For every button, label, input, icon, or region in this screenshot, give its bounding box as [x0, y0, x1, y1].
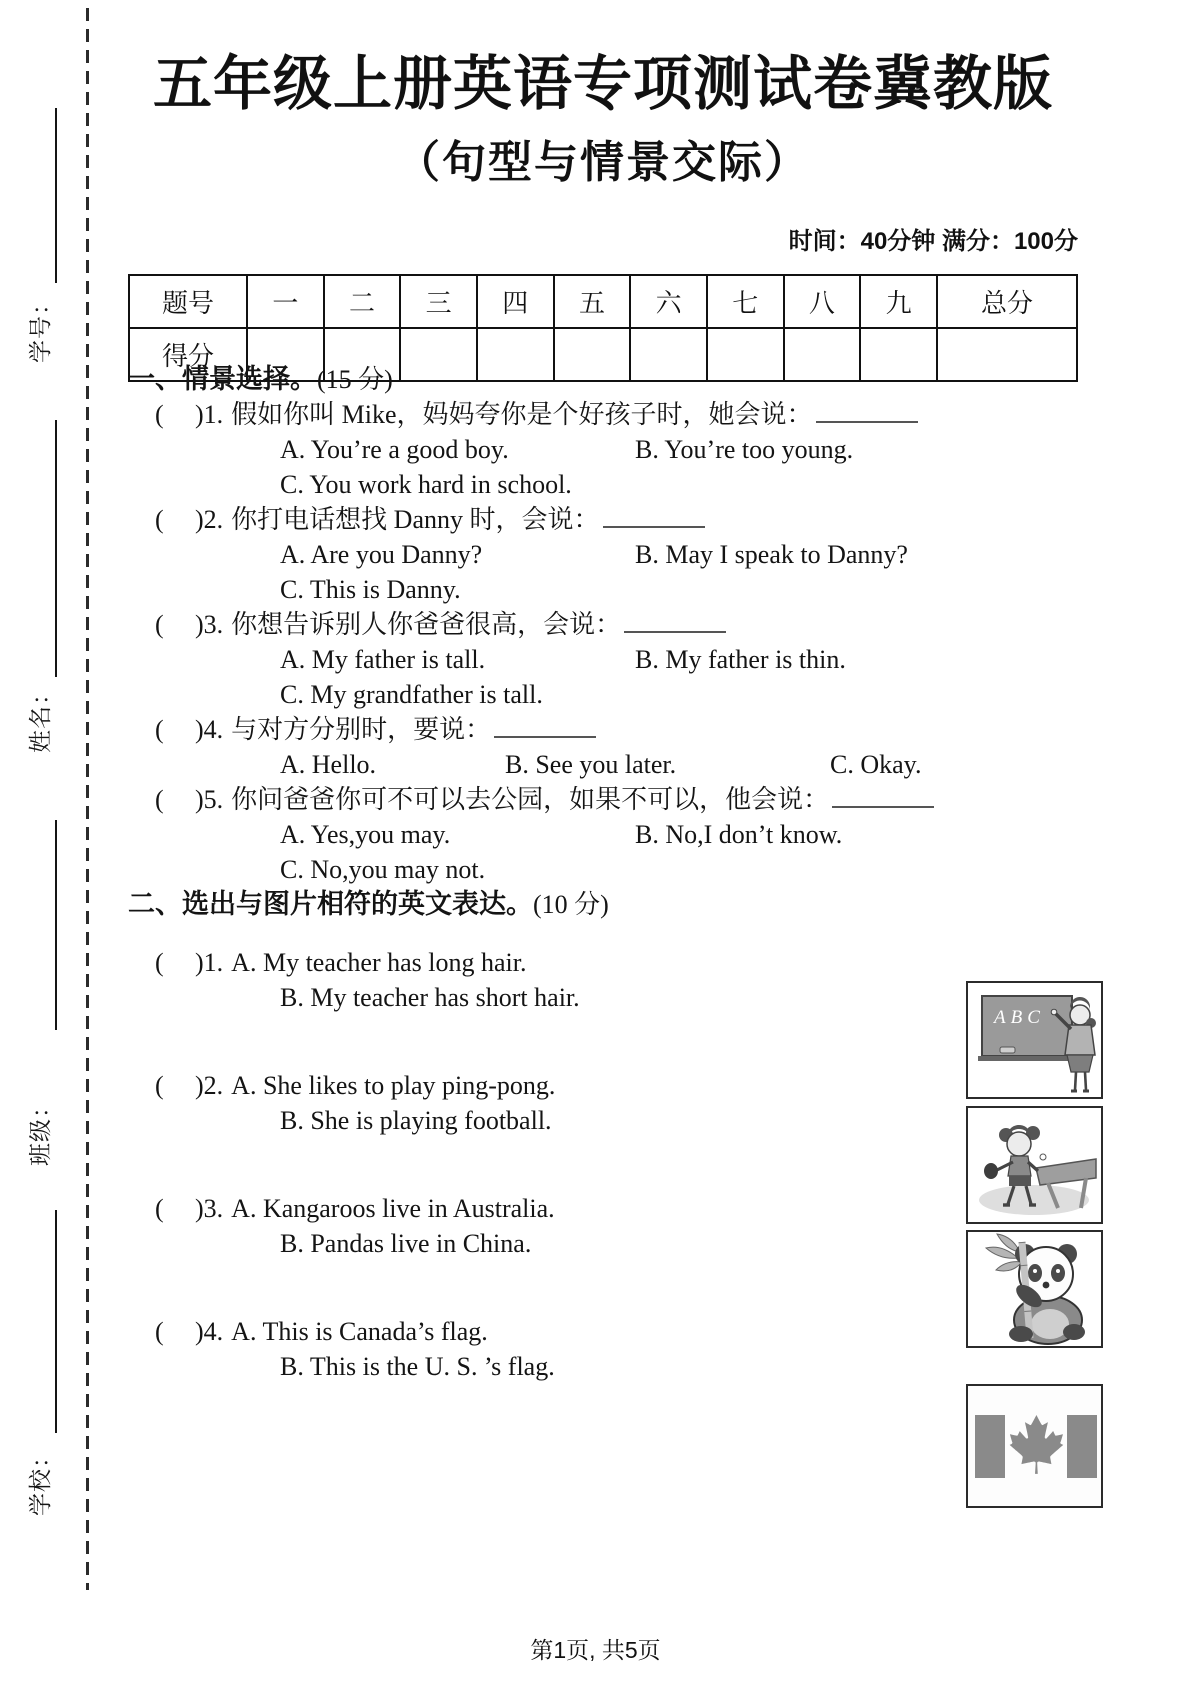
panda-bamboo-illustration: [968, 1232, 1101, 1346]
teacher-hand: [1051, 1009, 1057, 1015]
option-a: A. Kangaroos live in Australia.: [231, 1194, 555, 1223]
question-row: [128, 1068, 1083, 1103]
option-row: [128, 747, 1083, 782]
score-table-header-cell: 三: [400, 275, 477, 328]
question-row: [128, 712, 1083, 747]
girl-shorts: [1009, 1176, 1031, 1186]
score-table-header-cell: 二: [324, 275, 401, 328]
option-b: B. Pandas live in China.: [280, 1229, 532, 1258]
girl-head: [1007, 1132, 1031, 1156]
option-c: C. No,you may not.: [280, 855, 486, 884]
canada-flag-image: [966, 1384, 1103, 1508]
picture-question: [128, 1068, 1083, 1138]
teacher-skirt: [1067, 1055, 1093, 1072]
score-label-cell: 得分: [129, 328, 247, 381]
option-c: C. Okay.: [830, 750, 922, 779]
exam-subtitle: （句型与情景交际）: [396, 138, 810, 187]
score-table-header-cell: 八: [784, 275, 861, 328]
panda-foot: [1063, 1324, 1085, 1340]
answer-bracket: (: [155, 505, 164, 534]
option-a: A. Yes,you may.: [280, 820, 451, 849]
score-table-header-cell: 七: [707, 275, 784, 328]
panda-nose: [1043, 1282, 1050, 1289]
score-table-header-cell: 一: [247, 275, 324, 328]
option-b: B. She is playing football.: [280, 1106, 552, 1135]
option-a: A. This is Canada’s flag.: [231, 1317, 488, 1346]
answer-blank-line: [832, 782, 934, 808]
question-row: [128, 1191, 1083, 1226]
question-stem: 你问爸爸你可不可以去公园，如果不可以，他会说：: [231, 785, 830, 814]
teacher-blackboard-image: [966, 981, 1103, 1099]
question-number: )2.: [195, 505, 224, 534]
question-number: )1.: [195, 948, 224, 977]
student-name-label: 姓名：: [27, 681, 53, 753]
score-table-header-cell: 总分: [937, 275, 1077, 328]
teacher-blackboard-illustration: [968, 983, 1101, 1097]
option-b: B. See you later.: [505, 750, 677, 779]
answer-blank-line: [603, 502, 705, 528]
student-info-writing-line: [55, 820, 57, 1030]
question-row: [128, 945, 1083, 980]
question-row: [128, 1314, 1083, 1349]
section2-heading-text: 二、选出与图片相符的英文表达。: [128, 889, 533, 919]
student-number-label: 学号：: [27, 291, 53, 363]
question-row: [128, 782, 1083, 817]
panda-bamboo-image: [966, 1230, 1103, 1348]
option-a: A. You’re a good boy.: [280, 435, 509, 464]
section1-heading: [128, 362, 1083, 397]
teacher-leg: [1075, 1072, 1076, 1090]
score-table-header-cell: 题号: [129, 275, 247, 328]
score-table-header-cell: 九: [860, 275, 937, 328]
flag-left-bar: [975, 1415, 1005, 1478]
questions-area: [128, 362, 1083, 1384]
answer-bracket: (: [155, 785, 164, 814]
question-number: )4.: [195, 715, 224, 744]
option-b: B. You’re too young.: [635, 435, 854, 464]
answer-blank-line: [494, 712, 596, 738]
floor-shadow: [979, 1185, 1089, 1215]
answer-bracket: (: [155, 400, 164, 429]
exam-title: 五年级上册英语专项测试卷冀教版: [152, 51, 1053, 117]
picture-question: [128, 945, 1083, 1015]
option-a: A. Are you Danny?: [280, 540, 483, 569]
answer-bracket: (: [155, 610, 164, 639]
question-row: [128, 607, 1083, 642]
ping-pong-ball: [1040, 1154, 1046, 1160]
question-number: )3.: [195, 610, 224, 639]
answer-blank-line: [816, 397, 918, 423]
answer-bracket: (: [155, 1071, 164, 1100]
time-score-info: 时间：40分钟 满分：100分: [788, 228, 1078, 255]
girl-shirt: [1008, 1156, 1031, 1176]
section2-heading: [128, 887, 1083, 922]
question-row: [128, 397, 1083, 432]
student-info-writing-line: [55, 108, 57, 283]
student-info-writing-line: [55, 1210, 57, 1433]
school-label: 学校：: [27, 1444, 53, 1516]
answer-bracket: (: [155, 1317, 164, 1346]
cut-line-dashed: [86, 8, 89, 1590]
answer-bracket: (: [155, 1194, 164, 1223]
picture-question: [128, 1314, 1083, 1384]
question-stem: 你想告诉别人你爸爸很高，会说：: [231, 610, 622, 639]
option-row: [128, 572, 1083, 607]
section1-heading-text: 一、情景选择。: [128, 364, 317, 394]
blackboard-text: ABC: [994, 1007, 1045, 1028]
score-table-header-cell: 四: [477, 275, 554, 328]
question-number: )3.: [195, 1194, 224, 1223]
panda-foot: [1009, 1326, 1033, 1342]
answer-blank-line: [624, 607, 726, 633]
panda-eye: [1056, 1269, 1060, 1273]
class-label: 班级：: [27, 1094, 53, 1166]
teacher-leg: [1085, 1072, 1086, 1090]
score-table-header-cell: 六: [630, 275, 707, 328]
option-row: [128, 537, 1083, 572]
girl-ping-pong-illustration: [968, 1108, 1101, 1222]
option-b: B. No,I don’t know.: [635, 820, 843, 849]
section1-points: (15 分): [317, 365, 393, 394]
eraser: [1000, 1047, 1015, 1053]
girl-ping-pong-image: [966, 1106, 1103, 1224]
question-number: )4.: [195, 1317, 224, 1346]
question-number: )1.: [195, 400, 224, 429]
answer-bracket: (: [155, 715, 164, 744]
option-row: [128, 852, 1083, 887]
flag-right-bar: [1067, 1415, 1097, 1478]
panda-belly: [1031, 1309, 1069, 1339]
option-c: C. My grandfather is tall.: [280, 680, 543, 709]
option-a: A. She likes to play ping-pong.: [231, 1071, 556, 1100]
chalk-ledge: [978, 1056, 1076, 1061]
question-row: [128, 502, 1083, 537]
option-a: A. My father is tall.: [280, 645, 486, 674]
option-b: B. My father is thin.: [635, 645, 846, 674]
option-row: [128, 980, 1083, 1015]
option-b: B. My teacher has short hair.: [280, 983, 580, 1012]
option-a: A. My teacher has long hair.: [231, 948, 527, 977]
option-row: [128, 432, 1083, 467]
option-row: [128, 677, 1083, 712]
student-info-writing-line: [55, 420, 57, 677]
option-row: [128, 1226, 1083, 1261]
page-number: 第1页, 共5页: [530, 1637, 661, 1663]
option-row: [128, 467, 1083, 502]
bamboo-leaf: [996, 1262, 1022, 1271]
option-b: B. May I speak to Danny?: [635, 540, 908, 569]
option-a: A. Hello.: [280, 750, 377, 779]
question-stem: 假如你叫 Mike，妈妈夸你是个好孩子时，她会说：: [231, 400, 813, 429]
option-row: [128, 1103, 1083, 1138]
option-row: [128, 642, 1083, 677]
section2-points: (10 分): [533, 890, 609, 919]
paddle: [984, 1163, 998, 1179]
canada-flag-illustration: [968, 1386, 1101, 1506]
score-table-header-cell: 五: [554, 275, 631, 328]
answer-bracket: (: [155, 948, 164, 977]
score-table-header-row: [129, 275, 1077, 328]
panda-eye: [1033, 1269, 1037, 1273]
option-row: [128, 1349, 1083, 1384]
question-number: )2.: [195, 1071, 224, 1100]
picture-question: [128, 1191, 1083, 1261]
option-b: B. This is the U. S. ’s flag.: [280, 1352, 555, 1381]
question-stem: 你打电话想找 Danny 时，会说：: [231, 505, 600, 534]
question-number: )5.: [195, 785, 224, 814]
option-row: [128, 817, 1083, 852]
option-c: C. This is Danny.: [280, 575, 461, 604]
question-stem: 与对方分别时，要说：: [231, 715, 492, 744]
option-c: C. You work hard in school.: [280, 470, 572, 499]
